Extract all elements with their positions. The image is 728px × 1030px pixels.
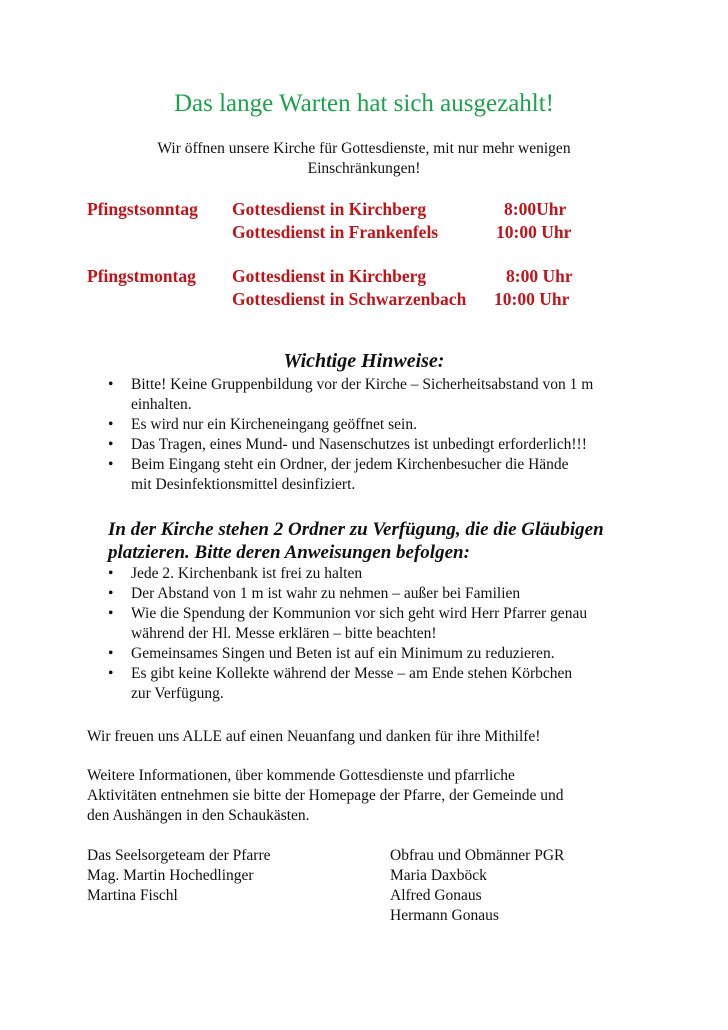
section-heading-ordner [108, 518, 668, 564]
closing-text: Wir freuen uns ALLE auf einen Neuanfang und danken für ihre Mithilfe! [87, 728, 541, 745]
schedule-day: Pfingstsonntag [87, 199, 198, 219]
bullet-icon: • [108, 665, 114, 682]
list-item [108, 644, 653, 664]
signature-line: Alfred Gonaus [390, 887, 482, 904]
signature-right [390, 846, 564, 926]
list-item-line: Jede 2. Kirchenbank ist frei zu halten [131, 565, 363, 582]
schedule-time: 8:00 Uhr [506, 266, 573, 286]
list-item [108, 435, 653, 455]
info-line: Weitere Informationen, über kommende Gottesdienste und pfarrliche [87, 767, 515, 784]
list-item-line: einhalten. [131, 396, 192, 413]
regeln-list [108, 564, 653, 704]
bullet-icon: • [108, 376, 114, 393]
intro-text [110, 139, 618, 179]
list-item-line: mit Desinfektionsmittel desinfiziert. [131, 476, 356, 493]
bullet-icon: • [108, 456, 114, 473]
list-item-line: Der Abstand von 1 m ist wahr zu nehmen – außer bei Familien [131, 585, 521, 602]
info-paragraph [87, 766, 647, 826]
section-heading-hinweise: Wichtige Hinweise: [283, 350, 445, 372]
schedule-service: Gottesdienst in Frankenfels [232, 222, 439, 242]
info-line: Aktivitäten entnehmen sie bitte der Homepage der Pfarre, der Gemeinde und [87, 787, 564, 804]
info-line: den Aushängen in den Schaukästen. [87, 807, 310, 824]
schedule-day: Pfingstmontag [87, 266, 196, 286]
list-item [108, 604, 653, 644]
signature-line: Mag. Martin Hochedlinger [87, 867, 254, 884]
signature-line: Maria Daxböck [390, 867, 487, 884]
list-item-line: zur Verfügung. [131, 685, 224, 702]
bullet-icon: • [108, 645, 114, 662]
schedule-time: 10:00 Uhr [496, 222, 572, 242]
list-item-line: Das Tragen, eines Mund- und Nasenschutzes ist unbedingt erforderlich!!! [131, 436, 587, 453]
heading-line: In der Kirche stehen 2 Ordner zu Verfügung, die die Gläubigen [108, 519, 604, 540]
schedule-time: 10:00 Uhr [494, 289, 570, 309]
list-item-line: Es gibt keine Kollekte während der Messe – am Ende stehen Körbchen [131, 665, 573, 682]
signature-left [87, 846, 271, 906]
heading-line: platzieren. Bitte deren Anweisungen befolgen: [108, 542, 470, 563]
hinweise-list [108, 375, 653, 495]
list-item-line: Es wird nur ein Kircheneingang geöffnet sein. [131, 416, 417, 433]
signature-line: Obfrau und Obmänner PGR [390, 847, 565, 864]
list-item [108, 455, 653, 495]
list-item-line: Beim Eingang steht ein Ordner, der jedem Kirchenbesucher die Hände [131, 456, 569, 473]
bullet-icon: • [108, 436, 114, 453]
intro-line: Wir öffnen unsere Kirche für Gottesdienste, mit nur mehr wenigen [157, 140, 571, 157]
list-item [108, 375, 653, 415]
list-item [108, 584, 653, 604]
signature-line: Martina Fischl [87, 887, 178, 904]
signature-line: Hermann Gonaus [390, 907, 499, 924]
bullet-icon: • [108, 565, 114, 582]
schedule-service: Gottesdienst in Kirchberg [232, 199, 427, 219]
list-item-line: Gemeinsames Singen und Beten ist auf ein Minimum zu reduzieren. [131, 645, 555, 662]
page-title: Das lange Warten hat sich ausgezahlt! [173, 90, 555, 117]
list-item [108, 564, 653, 584]
bullet-icon: • [108, 416, 114, 433]
intro-line: Einschränkungen! [307, 160, 421, 177]
signature-line: Das Seelsorgeteam der Pfarre [87, 847, 271, 864]
schedule-time: 8:00Uhr [504, 199, 567, 219]
list-item-line: Bitte! Keine Gruppenbildung vor der Kirche – Sicherheitsabstand von 1 m [131, 376, 594, 393]
list-item-line: Wie die Spendung der Kommunion vor sich geht wird Herr Pfarrer genau [131, 605, 588, 622]
list-item [108, 415, 653, 435]
schedule-service: Gottesdienst in Kirchberg [232, 266, 427, 286]
schedule-service: Gottesdienst in Schwarzenbach [232, 289, 467, 309]
bullet-icon: • [108, 605, 114, 622]
list-item-line: während der Hl. Messe erklären – bitte beachten! [131, 625, 437, 642]
bullet-icon: • [108, 585, 114, 602]
list-item [108, 664, 653, 704]
